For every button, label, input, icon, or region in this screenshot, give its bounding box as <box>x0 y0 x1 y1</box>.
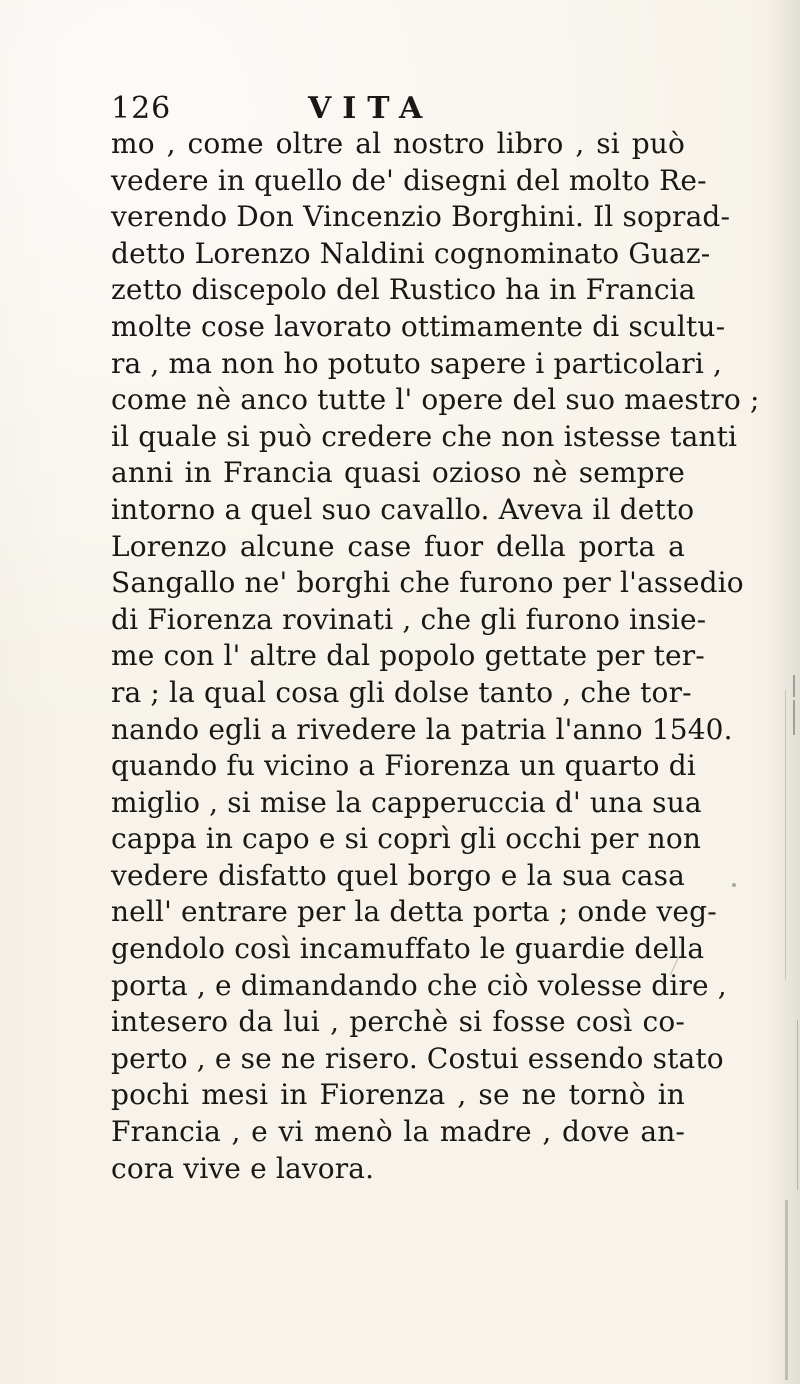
text-line-13: Sangallo ne' borghi che furono per l'assedio <box>111 566 744 600</box>
text-line-12: Lorenzo alcune case fuor della porta a <box>111 529 685 563</box>
scan-mark <box>793 675 795 697</box>
text-line-28: Francia , e vi menò la madre , dove an- <box>111 1115 685 1149</box>
text-line-2: vedere in quello de' disegni del molto Re- <box>111 163 707 197</box>
text-line-7: ra , ma non ho potuto sapere i particolari , <box>111 346 723 380</box>
page-number: 126 <box>111 91 172 126</box>
scan-speck <box>732 883 736 887</box>
text-line-18: quando fu vicino a Fiorenza un quarto di <box>111 749 696 783</box>
text-line-25: intesero da lui , perchè si fosse così co- <box>111 1005 685 1039</box>
text-line-19: miglio , si mise la capperuccia d' una sua <box>111 785 702 819</box>
text-line-15: me con l' altre dal popolo gettate per ter- <box>111 639 705 673</box>
text-line-17: nando egli a rivedere la patria l'anno 1540. <box>111 712 733 746</box>
scan-mark <box>785 690 786 980</box>
text-line-8: come nè anco tutte l' opere del suo maestro ; <box>111 383 760 417</box>
page-header <box>111 91 711 127</box>
text-line-20: cappa in capo e si coprì gli occhi per non <box>111 822 702 856</box>
text-line-6: molte cose lavorato ottimamente di scultu- <box>111 309 726 343</box>
text-line-1: mo , come oltre al nostro libro , si può <box>111 127 685 160</box>
text-line-9: il quale si può credere che non istesse tanti <box>111 419 738 453</box>
text-line-23: gendolo così incamuffato le guardie della <box>111 932 705 966</box>
text-line-24: porta , e dimandando che ciò volesse dire , <box>111 968 727 1002</box>
scan-mark <box>797 1020 798 1190</box>
scan-mark <box>785 1200 788 1380</box>
text-line-27: pochi mesi in Fiorenza , se ne tornò in <box>111 1078 685 1112</box>
body-text <box>111 126 760 1187</box>
running-head: VITA <box>308 91 434 126</box>
text-line-4: detto Lorenzo Naldini cognominato Guaz- <box>111 236 711 270</box>
text-line-21: vedere disfatto quel borgo e la sua casa <box>111 858 685 892</box>
text-line-22: nell' entrare per la detta porta ; onde veg- <box>111 895 717 929</box>
text-line-26: perto , e se ne risero. Costui essendo stato <box>111 1041 724 1075</box>
text-line-3: verendo Don Vincenzio Borghini. Il soprad- <box>111 200 731 234</box>
text-line-16: ra ; la qual cosa gli dolse tanto , che tor- <box>111 675 692 709</box>
text-line-29: cora vive e lavora. <box>111 1151 375 1185</box>
text-line-14: di Fiorenza rovinati , che gli furono insie- <box>111 602 707 636</box>
scan-mark <box>793 700 795 735</box>
text-line-10: anni in Francia quasi ozioso nè sempre <box>111 456 685 490</box>
text-line-11: intorno a quel suo cavallo. Aveva il detto <box>111 492 695 526</box>
text-line-5: zetto discepolo del Rustico ha in Francia <box>111 273 696 307</box>
